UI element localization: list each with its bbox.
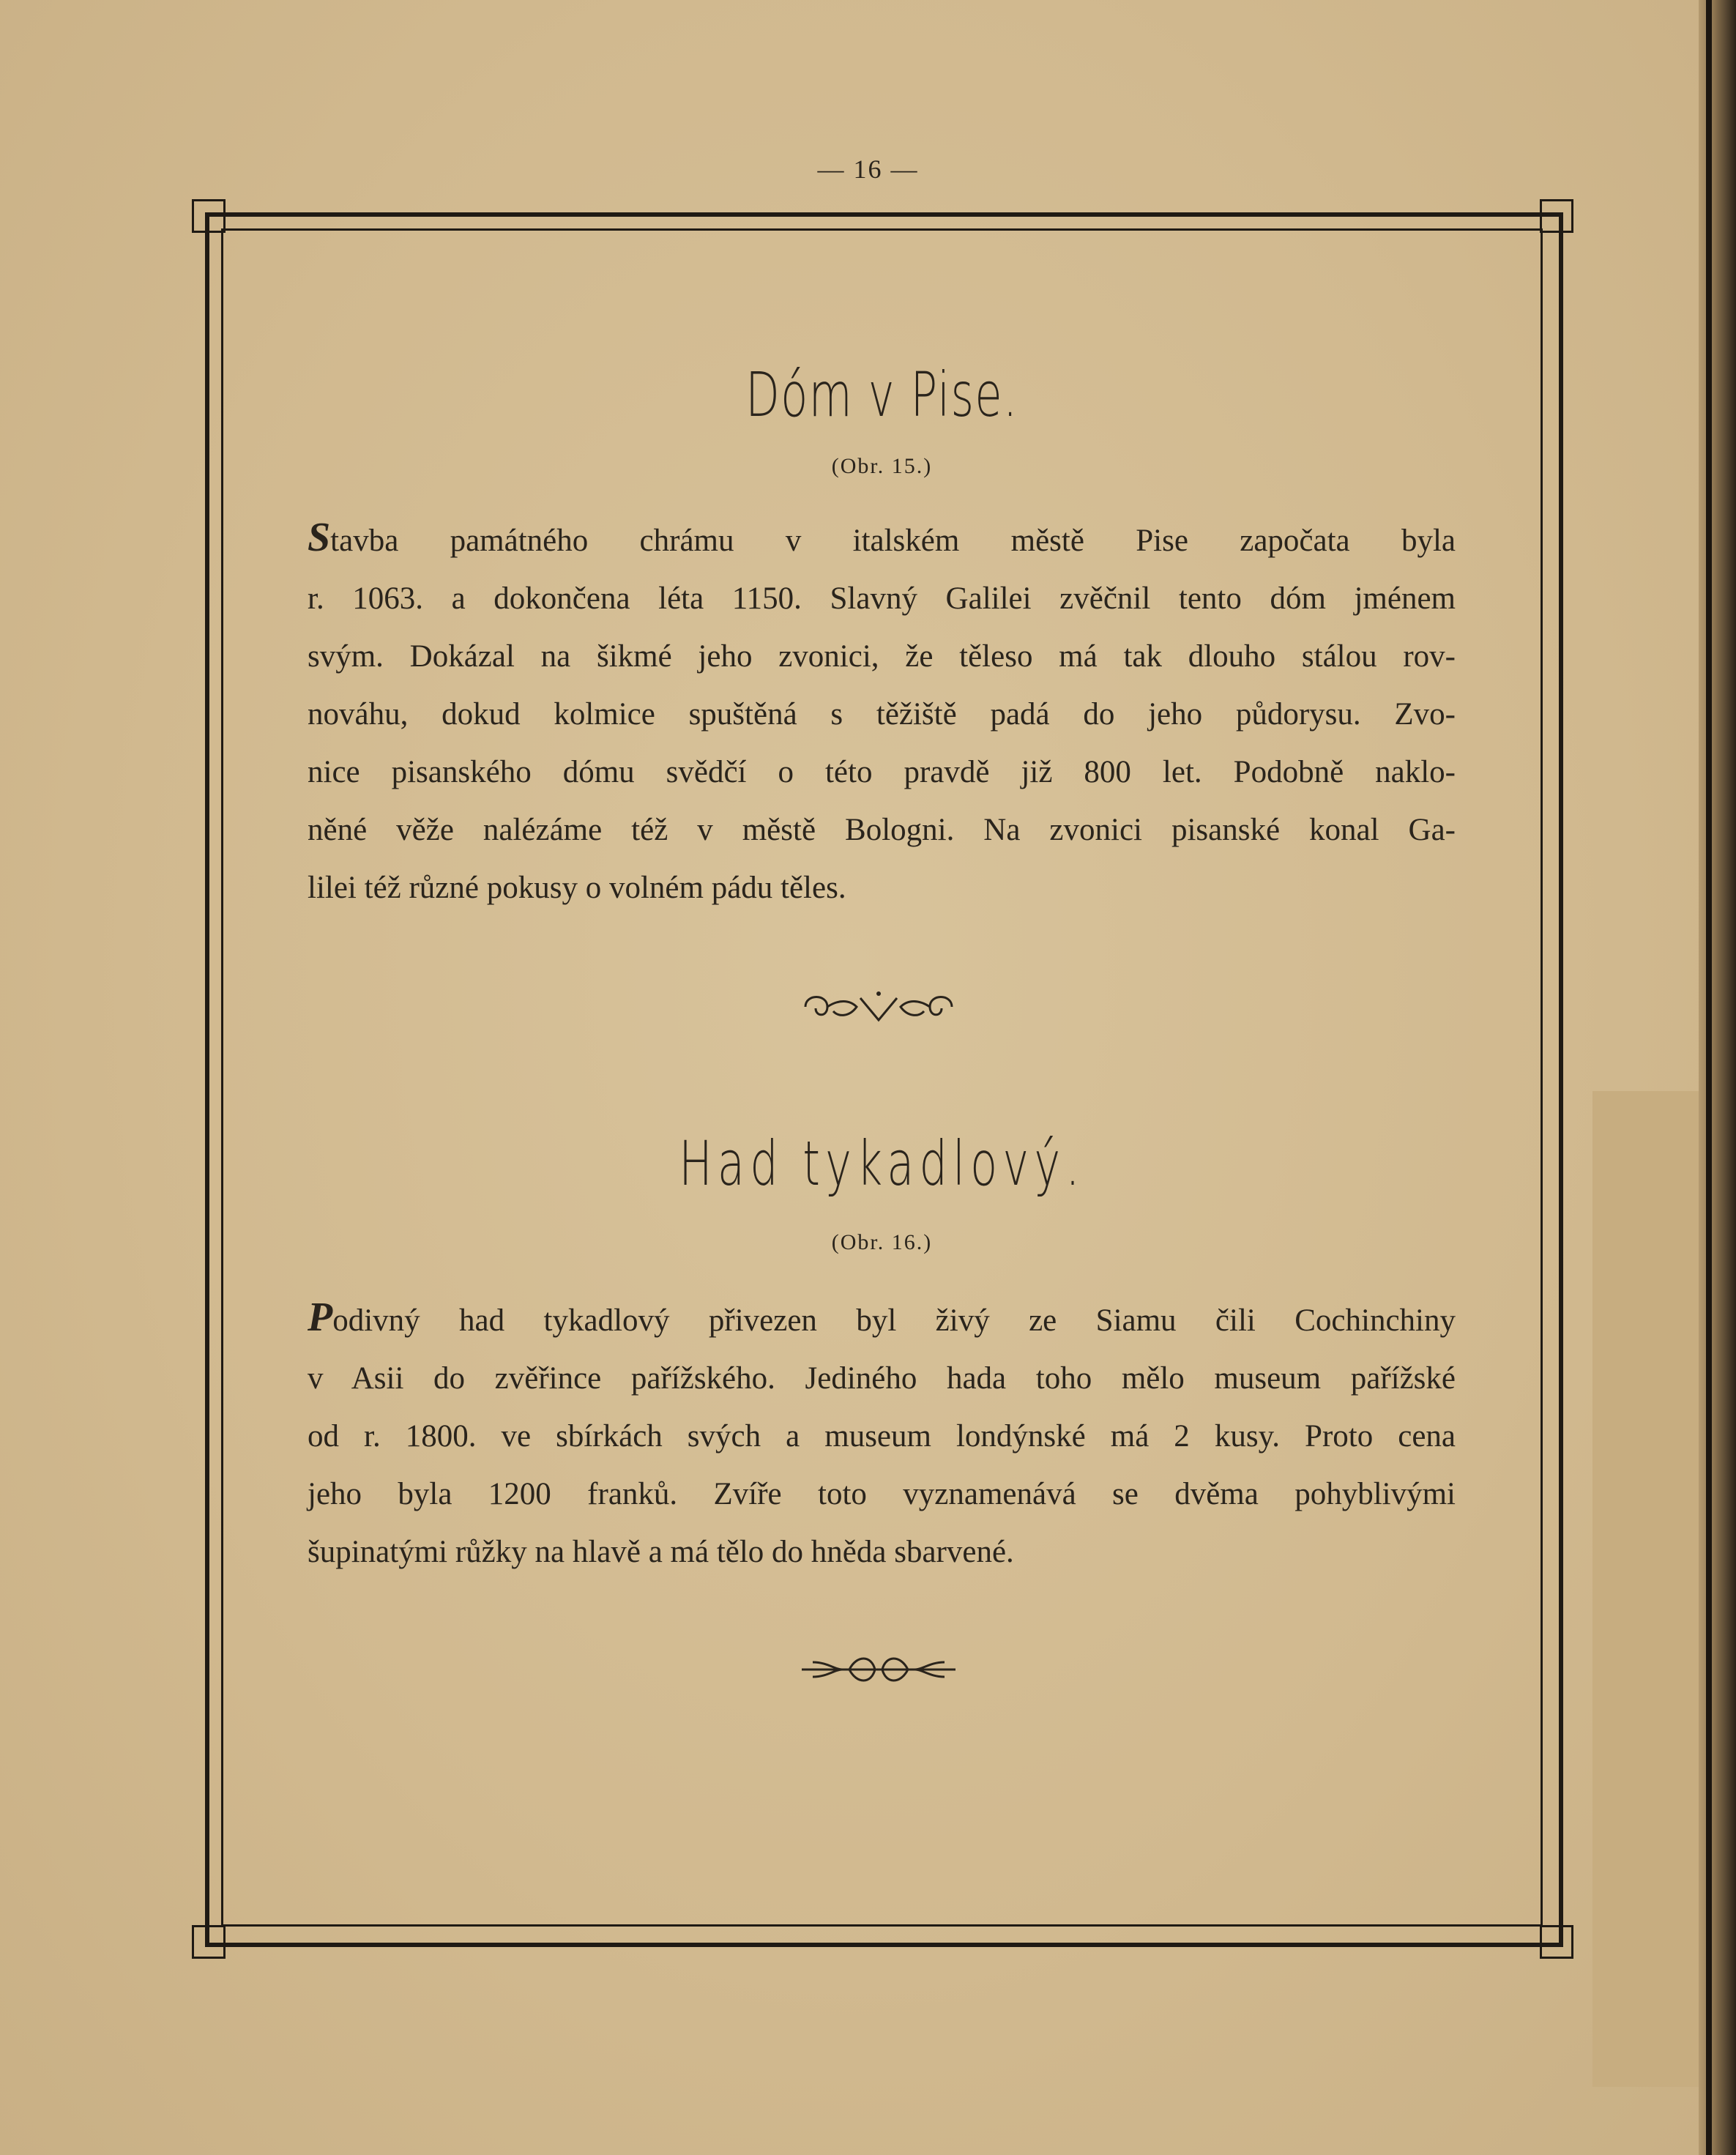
article-2-body [308,1289,1456,1581]
article-2-line: v Asii do zvěřince pařížského. Jediného hada toho mělo museum pařížské [308,1361,1456,1396]
article-2-initial: P [308,1295,333,1340]
page-number: — 16 — [817,155,919,184]
article-2-title: Had tykadlový. [679,1128,1085,1199]
frame-corner-bottom-left [192,1925,226,1959]
article-2-figure-ref: (Obr. 16.) [831,1230,933,1254]
article-1-line: r. 1063. a dokončena léta 1150. Slavný Galilei zvěčnil tento dóm jménem [308,581,1456,616]
paper-stain [1592,1091,1699,2087]
article-1-line: nováhu, dokud kolmice spuštěná s těžiště padá do jeho půdorysu. Zvo- [308,697,1456,732]
article-1-line: něné věže nalézáme též v městě Bologni. Na zvonici pisanské konal Ga- [308,813,1456,847]
article-2-line: šupinatými růžky na hlavě a má tělo do hněda sbarvené. [308,1535,1014,1569]
frame-corner-bottom-right [1540,1925,1573,1959]
article-1-line: Stavba památného chrámu v italském městě Pise započata byla [308,515,1456,560]
article-2-line: jeho byla 1200 franků. Zvíře toto vyznamenává se dvěma pohyblivými [308,1477,1456,1511]
article-2-line: od r. 1800. ve sbírkách svých a museum londýnské má 2 kusy. Proto cena [308,1419,1456,1454]
spine-edge [1706,0,1712,2155]
flourish-ornament-icon [798,1648,959,1691]
article-2-line: Podivný had tykadlový přivezen byl živý ze Siamu čili Cochinchiny [308,1295,1456,1340]
frame-corner-top-right [1540,199,1573,233]
book-spine [1699,0,1736,2155]
article-1-line: nice pisanského dómu svědčí o této pravdě již 800 let. Podobně naklo- [308,755,1456,789]
scroll-ornament-icon [798,985,959,1029]
article-1-line: lilei též různé pokusy o volném pádu těles. [308,871,846,905]
article-1-figure-ref: (Obr. 15.) [831,454,933,478]
article-1-title: Dóm v Pise. [745,359,1018,431]
article-1-line: svým. Dokázal na šikmé jeho zvonici, že těleso má tak dlouho stálou rov- [308,639,1456,674]
article-1-body [308,509,1456,917]
frame-corner-top-left [192,199,226,233]
article-1-initial: S [308,515,331,560]
